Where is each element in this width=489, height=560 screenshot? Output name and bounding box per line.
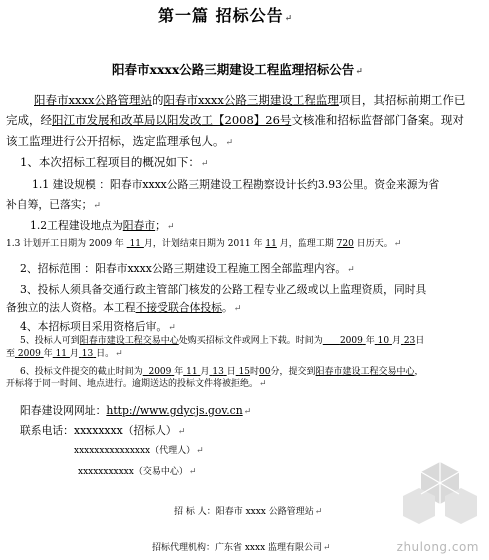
section-1: 1、本次招标工程项目的概况如下：↵ [20,155,209,169]
intro-line-1: 阳春市xxxx公路管理站的阳春市xxxx公路三期建设工程监理项目，其招标前期工作已 [34,93,466,107]
section-6-line-1: 6、投标文件提交的截止时间为 2009 年 11 月 13 日 15时00分，提交到阳春市建设工程交易中心， [20,367,424,377]
section-1-1-line-1: 1.1 建设规模 ：阳春市xxxx公路三期建设工程勘察设计长约3.93公里。资金来源为省 [32,178,440,191]
section-1-2: 1.2工程建设地点为阳春市；↵ [30,219,175,232]
section-3-line-1: 3、投标人须具备交通行政主管部门核发的公路工程专业乙级或以上监理资质，同时具 [20,283,427,296]
section-3-line-2: 备独立的法人资格。本工程不接受联合体投标。↵ [6,301,242,314]
section-5-line-2: 至 2009 年 11 月 13 日。↵ [6,349,123,359]
chapter-title: 第一篇 招标公告↵ [158,6,294,25]
watermark-text: zhulong.com [396,540,479,554]
section-1-1-line-2: 补自筹，已落实；↵ [6,198,101,211]
notice-title: 阳春市xxxx公路三期建设工程监理招标公告↵ [112,62,363,77]
section-5-line-1: 5、投标人可到阳春市建设工程交易中心处购买招标文件或网上下载。时间为 2009 年 10 月 23日 [20,336,425,346]
watermark-logo-icon [399,458,481,538]
phone-line-1: 联系电话：xxxxxxxx（招标人）↵ [20,424,186,437]
section-4: 4、本招标项目采用资格后审。↵ [20,320,176,333]
website-link[interactable]: http://www.gdycjs.gov.cn [106,404,243,417]
section-1-3: 1.3 计划开工日期为 2009 年 11 月，计划结束日期为 2011 年 11 月，监理工期 720 日历天。↵ [6,239,402,249]
phone-line-2: xxxxxxxxxxxxxxx（代理人）↵ [74,446,204,456]
tenderer-signature: 招 标 人：阳春市 xxxx 公路管理站↵ [174,507,323,517]
phone-line-3: xxxxxxxxxxx（交易中心）↵ [78,467,197,477]
intro-line-2: 完成，经阳江市发展和改革局以阳发改工【2008】26号文核准和招标监督部门备案。现对 [6,113,464,127]
section-6-line-2: 开标将于同一时间、地点进行。逾期送达的投标文件将被拒绝。↵ [6,379,267,389]
website-line: 阳春建设网网址：http://www.gdycjs.gov.cn↵ [20,404,252,417]
intro-line-3: 该工监理进行公开招标，选定监理承包人。↵ [6,134,234,148]
section-2: 2、招标范围 ：阳春市xxxx公路三期建设工程施工图全部监理内容。↵ [20,262,355,275]
agency-signature: 招标代理机构：广东省 xxxx 监理有限公司↵ [152,543,331,553]
